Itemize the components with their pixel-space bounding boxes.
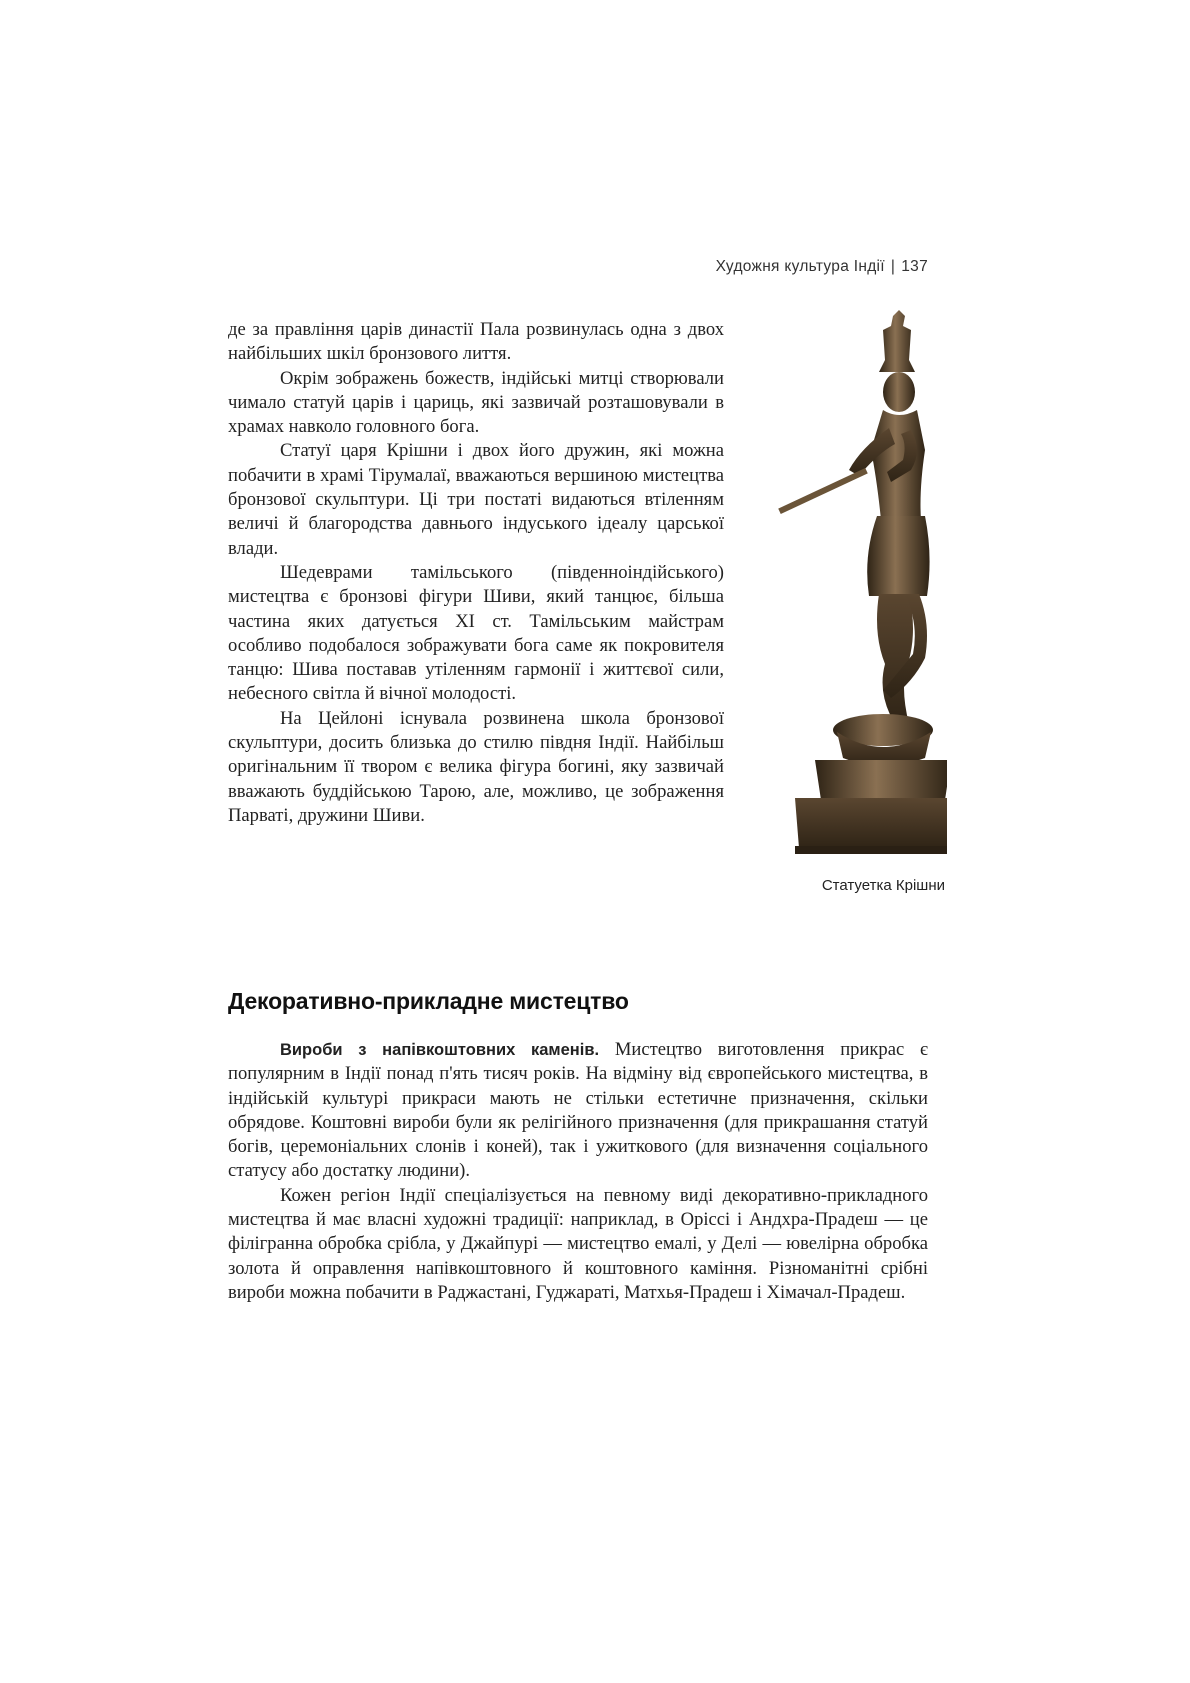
krishna-statuette-image [755,310,947,870]
paragraph: де за правління царів династії Пала розвинулась одна з двох найбільших шкіл бронзового лиття. [228,319,724,365]
paragraph: Кожен регіон Індії спеціалізується на певному виді декоративно-прикладного мистецтва й має власні художні традиції: наприклад, в Оріссі і Андхра-Прадеш — це філігранна обробка срібла, у Джайпурі — мистецтво емалі, у Делі — ювелірна обробка золота й оправлення напівкоштовного й коштовного каміння. Різноманітні срібні вироби можна побачити в Раджастані, Гуджараті, Матхья-Прадеш і Хімачал-Прадеш. [228,1184,928,1303]
running-head-separator: | [890,258,896,275]
section-body [228,1038,928,1305]
paragraph: Статуї царя Крішни і двох його дружин, які можна побачити в храмі Тірумалаї, вважаються вершиною мистецтва бронзової скульптури. Ці три постаті видаються втіленням величі й благородства давнього індуського ідеалу царської влади. [228,440,724,559]
paragraph: На Цейлоні існувала розвинена школа бронзової скульптури, досить близька до стилю півдня Індії. Найбільш оригінальним її твором є велика фігура богині, яку зазвичай вважають буддійською Тарою, але, можливо, це зображення Парваті, дружини Шиви. [228,707,724,826]
paragraph: Шедеврами тамільського (південноіндійського) мистецтва є бронзові фігури Шиви, який танцює, більша частина яких датується XI ст. Тамільським майстрам особливо подобалося зображувати бога саме як покровителя танцю: Шива поставав утіленням гармонії і життєвої сили, небесного світла й вічної молодості. [228,561,724,705]
left-column-text [228,318,724,828]
lead-in: Вироби з напівкоштовних каменів. [280,1041,600,1059]
paragraph: Окрім зображень божеств, індійські митці створювали чимало статуй царів і цариць, які зазвичай розташовували в храмах навколо головного бога. [228,367,724,438]
figure-caption: Статуетка Крішни [821,877,945,894]
running-head [560,258,928,276]
paragraph [228,1038,928,1184]
paragraph-text: Мистецтво виготовлення прикрас є популярним в Індії понад п'ять тисяч років. На відміну від європейського мистецтва, в індійській культурі прикраси мають не стільки естетичне призначення, скільки обрядове. Коштовні вироби були як релігійного призначення (для прикрашання статуй богів, церемоніальних слонів і коней), так і ужиткового (для визначення соціального статусу або достатку людини). [228,1039,928,1182]
section-heading: Декоративно-прикладне мистецтво [228,988,629,1014]
running-head-title: Художня культура Індії [715,258,885,275]
krishna-statuette-figure [755,310,947,870]
page-number: 137 [901,258,928,275]
